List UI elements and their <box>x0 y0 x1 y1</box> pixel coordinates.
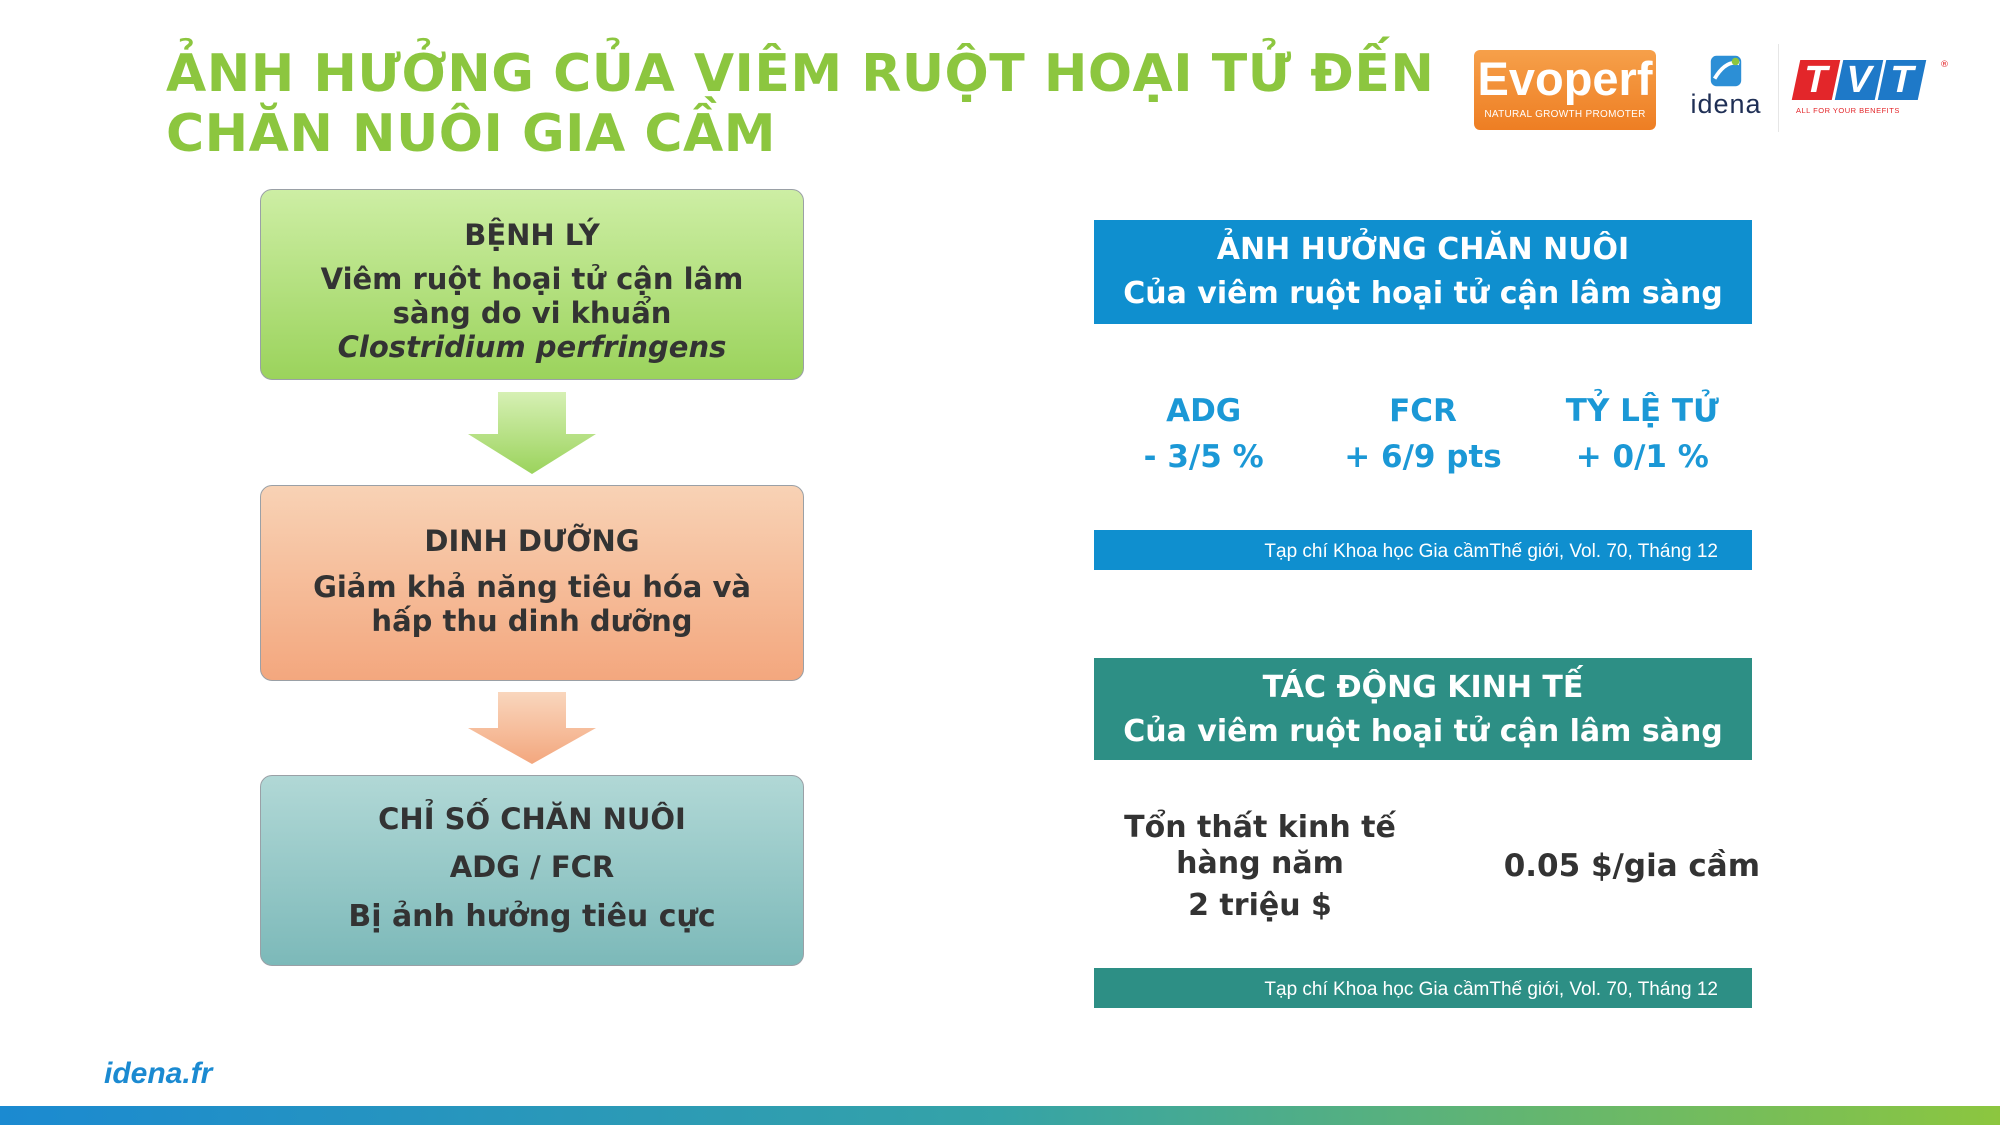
production-impact-banner <box>1094 220 1752 324</box>
tvt-letter-v: V <box>1835 60 1884 100</box>
performance-line-1: ADG / FCR <box>449 850 615 884</box>
logo-divider <box>1778 44 1779 132</box>
evoperf-logo <box>1474 50 1656 130</box>
title-line-1: ẢNH HƯỞNG CỦA VIÊM RUỘT HOẠI TỬ ĐẾN <box>166 44 1435 104</box>
evoperf-logo-tagline: NATURAL GROWTH PROMOTER <box>1484 109 1646 120</box>
production-impact-subtitle: Của viêm ruột hoại tử cận lâm sàng <box>1123 276 1723 311</box>
performance-box <box>260 775 804 966</box>
performance-heading: CHỈ SỐ CHĂN NUÔI <box>378 802 686 836</box>
metric-label: ADG <box>1166 393 1242 429</box>
annual-loss-label-2: hàng năm <box>1176 846 1344 881</box>
pathology-heading: BỆNH LÝ <box>464 218 600 252</box>
footer-website-link[interactable]: idena.fr <box>104 1057 213 1090</box>
title-line-2: CHĂN NUÔI GIA CẦM <box>166 104 776 164</box>
pathology-line-1: Viêm ruột hoại tử cận lâm <box>320 262 744 296</box>
metric-value: + 0/1 % <box>1575 439 1709 475</box>
idena-logo-name: idena <box>1690 89 1762 119</box>
idena-mark-icon <box>1707 52 1745 90</box>
loss-per-bird: 0.05 $/gia cầm <box>1503 848 1760 884</box>
annual-loss <box>1110 810 1410 924</box>
metric-label: FCR <box>1389 393 1457 429</box>
tvt-registered-mark: ® <box>1940 60 1949 70</box>
production-metrics <box>1094 388 1752 480</box>
tvt-logo <box>1796 59 1949 130</box>
pathology-line-3: Clostridium perfringens <box>337 330 727 364</box>
metric-value: + 6/9 pts <box>1344 439 1502 475</box>
tvt-letter-t2: T <box>1878 60 1927 100</box>
metric-value: - 3/5 % <box>1143 439 1264 475</box>
evoperf-logo-name: Evoperf <box>1477 52 1653 105</box>
economic-source-note: Tạp chí Khoa học Gia cầmThế giới, Vol. 70, Tháng 12 <box>1094 968 1752 1008</box>
tvt-letters <box>1796 60 1946 100</box>
metric-label: TỶ LỆ TỬ <box>1565 393 1719 429</box>
annual-loss-amount: 2 triệu $ <box>1188 888 1332 923</box>
economic-impact-banner <box>1094 658 1752 760</box>
nutrition-heading: DINH DƯỠNG <box>424 524 640 558</box>
nutrition-line-1: Giảm khả năng tiêu hóa và <box>313 570 751 604</box>
metric-fcr <box>1313 388 1532 480</box>
metric-adg <box>1094 388 1313 480</box>
nutrition-box <box>260 485 804 681</box>
annual-loss-label-1: Tổn thất kinh tế <box>1124 810 1396 845</box>
metric-mortality <box>1533 388 1752 480</box>
down-arrow-icon <box>468 392 596 474</box>
pathology-box <box>260 189 804 380</box>
down-arrow-icon <box>468 692 596 764</box>
performance-line-2: Bị ảnh hưởng tiêu cực <box>348 899 716 934</box>
bottom-gradient-bar <box>0 1106 2000 1125</box>
page-title <box>166 44 1466 164</box>
production-impact-title: ẢNH HƯỞNG CHĂN NUÔI <box>1216 232 1630 267</box>
economic-impact-title: TÁC ĐỘNG KINH TẾ <box>1262 670 1584 705</box>
economic-impact-subtitle: Của viêm ruột hoại tử cận lâm sàng <box>1123 714 1723 749</box>
tvt-letter-t1: T <box>1792 60 1841 100</box>
production-source-note: Tạp chí Khoa học Gia cầmThế giới, Vol. 70, Tháng 12 <box>1094 530 1752 570</box>
nutrition-line-2: hấp thu dinh dưỡng <box>371 604 693 638</box>
tvt-logo-tagline: ALL FOR YOUR BENEFITS <box>1796 106 1900 115</box>
pathology-line-2: sàng do vi khuẩn <box>392 296 672 330</box>
idena-logo <box>1676 50 1776 130</box>
